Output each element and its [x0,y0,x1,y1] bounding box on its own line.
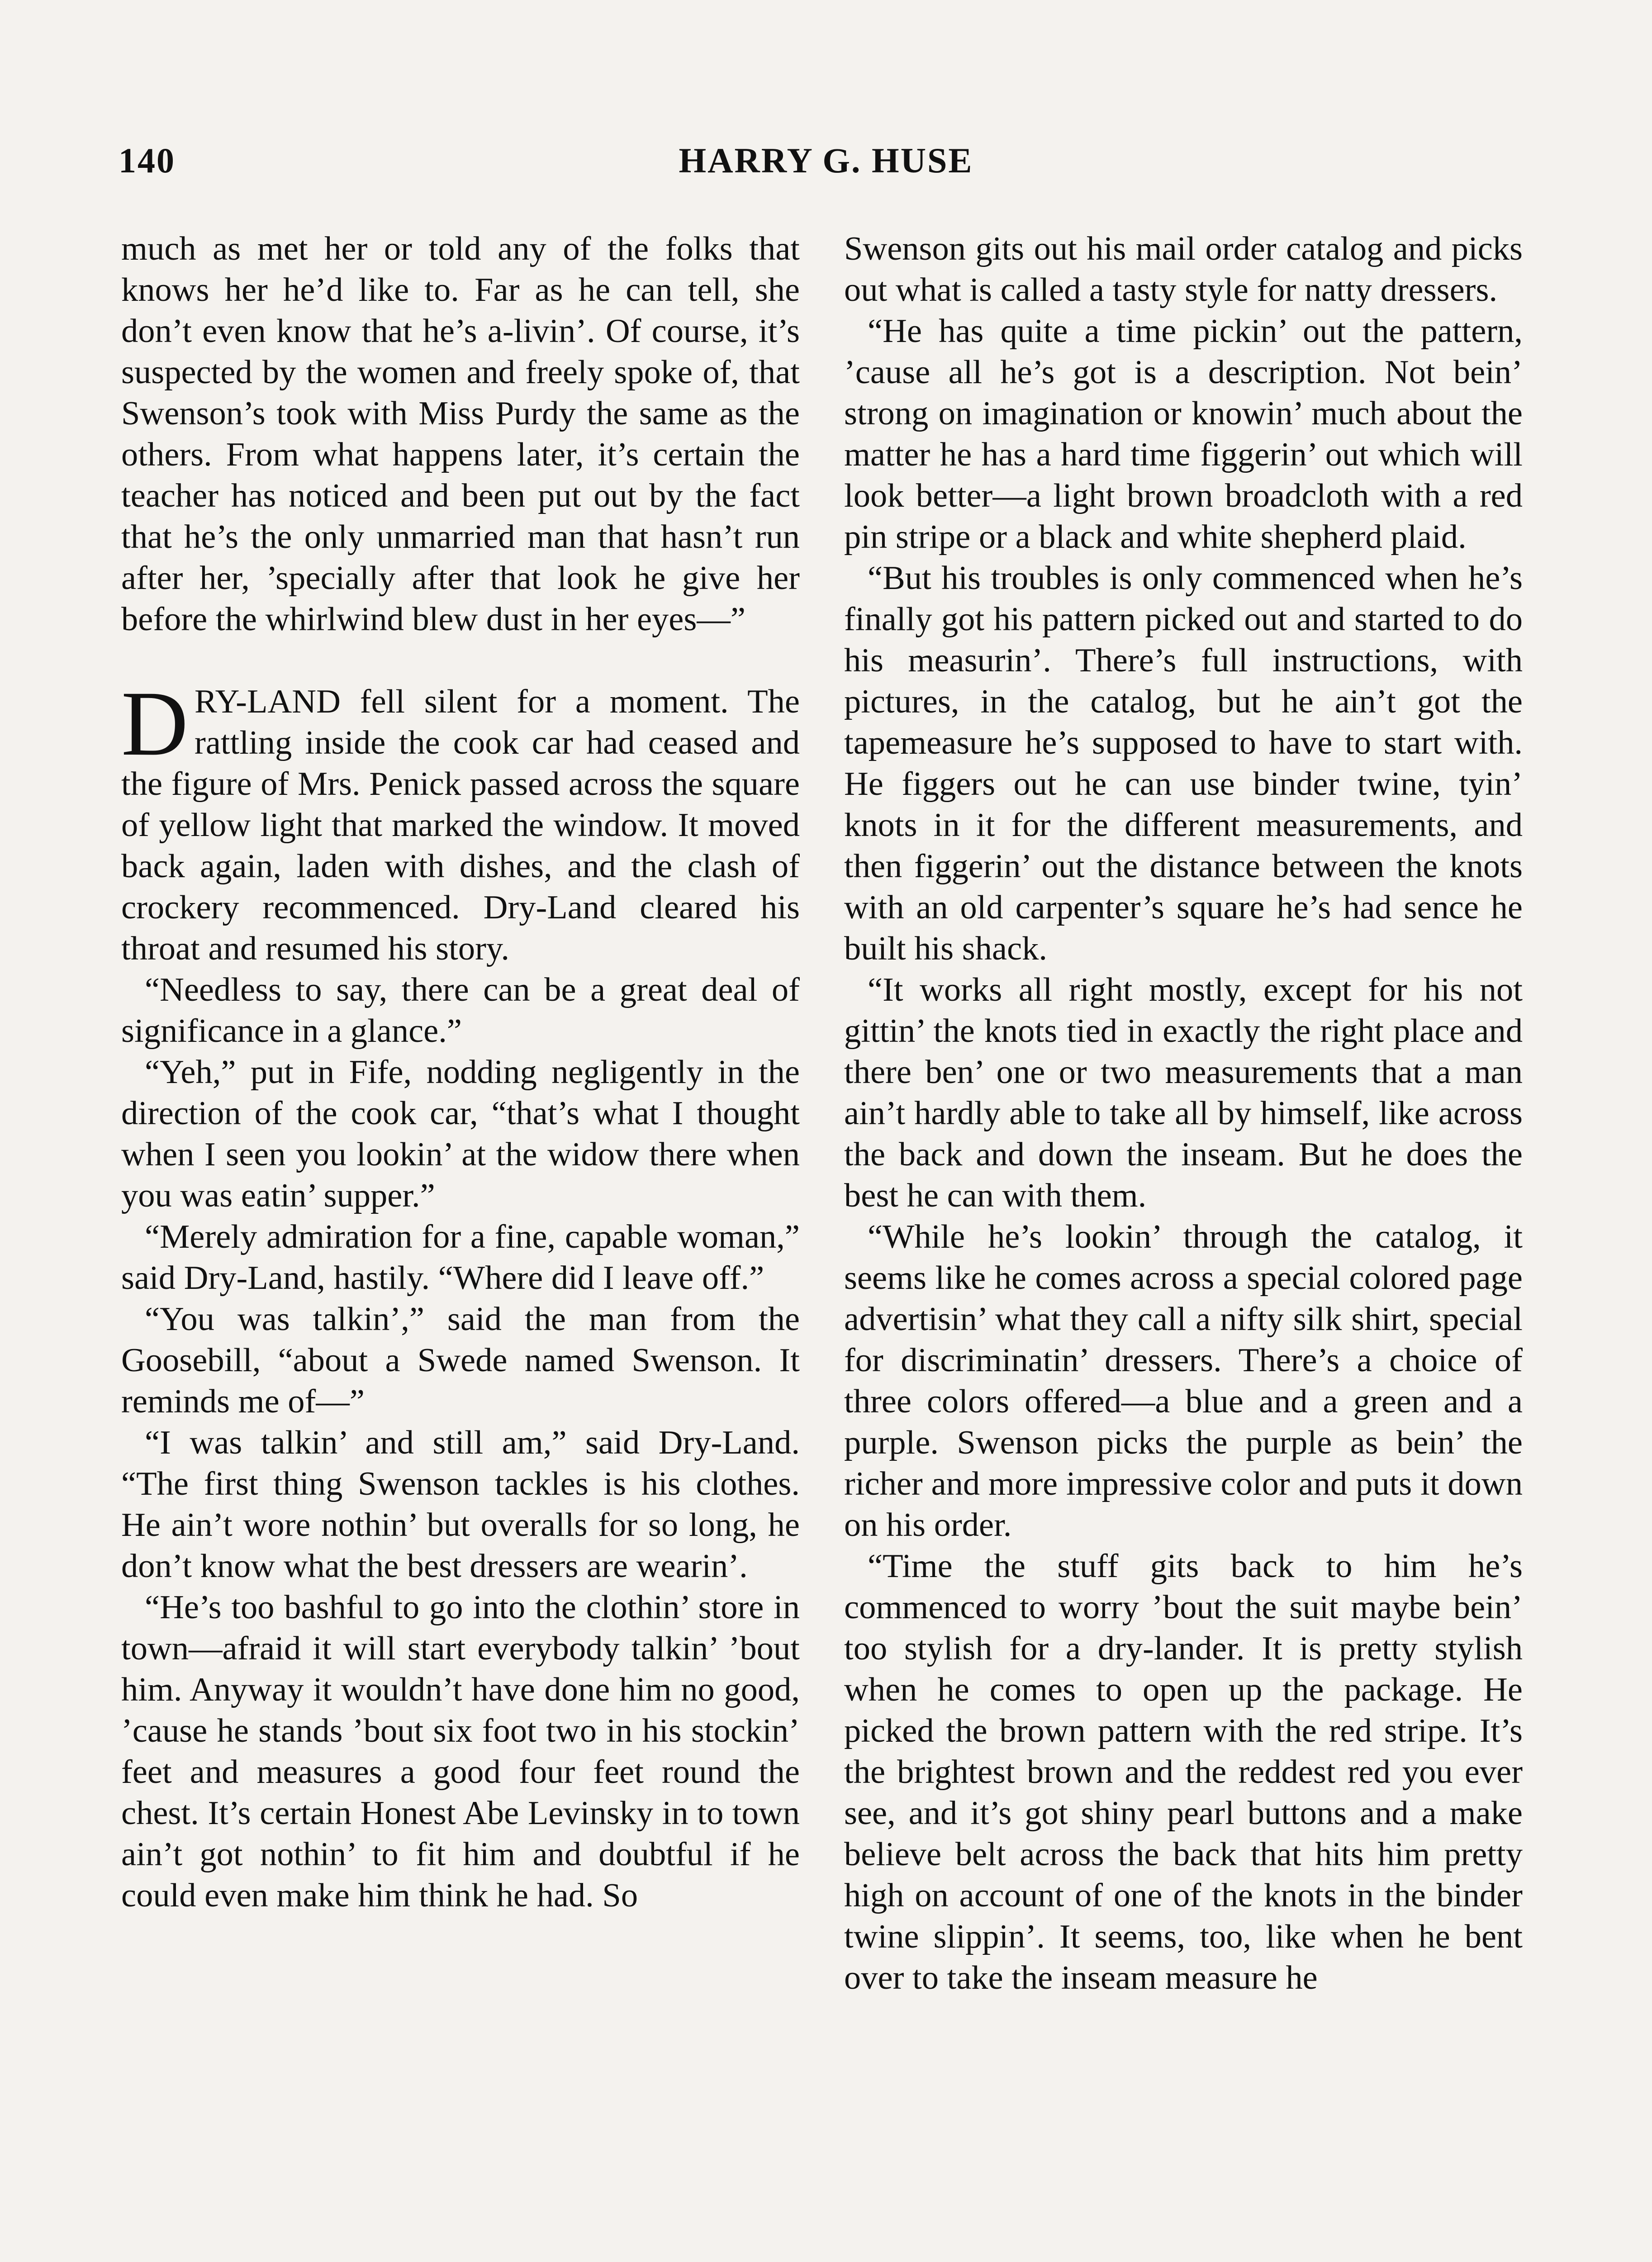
page-header [119,140,1533,190]
paragraph-text: RY-LAND fell silent for a moment. The rattling inside the cook car had ceased and the figure of Mrs. Penick passed across the square of yellow light that marked the window. It moved back again, laden with dishes, and the clash of crockery recommenced. Dry-Land cleared his throat and resumed his story. [121,683,800,967]
paragraph: “He has quite a time pickin’ out the pattern, ’cause all he’s got is a description. Not bein’ strong on imagination or knowin’ much about the matter he has a hard time figgerin’ out which will look better—a light brown broadcloth with a red pin stripe or a black and white shepherd plaid. [844,313,1523,556]
paragraph: much as met her or told any of the folks that knows her he’d like to. Far as he can tell, she don’t even know that he’s a-livin’. Of course, it’s suspected by the women and freely spoke of, that Swenson’s took with Miss Purdy the same as the others. From what happens later, it’s certain the teacher has noticed and been put out by the fact that he’s the only unmarried man that hasn’t run after her, ’specially after that look he give her before the whirlwind blew dust in her eyes—” [121,230,800,638]
section-break [121,640,800,681]
drop-cap: D [121,672,189,775]
paragraph: “It works all right mostly, except for his not gittin’ the knots tied in exactly the right place and there ben’ one or two measurements that a man ain’t hardly able to take all by himself, like across the back and down the inseam. But he does the best he can with them. [844,971,1523,1214]
paragraph-with-dropcap [121,672,800,969]
paragraph: “Time the stuff gits back to him he’s commenced to worry ’bout the suit maybe bein’ too stylish for a dry-lander. It is pretty stylish when he comes to open up the package. He picked the brown pattern with the red stripe. It’s the brightest brown and the reddest red you ever see, and it’s got shiny pearl buttons and a make believe belt across the back that hits him pretty high on account of one of the knots in the binder twine slippin’. It seems, too, like when he bent over to take the inseam measure he [844,1548,1523,1996]
paragraph: “But his troubles is only commenced when he’s finally got his pattern picked out and started to do his measurin’. There’s full instructions, with pictures, in the catalog, but he ain’t got the tapemeasure he’s supposed to have to start with. He figgers out he can use binder twine, tyin’ knots in it for the different measurements, and then figgerin’ out the distance between the knots with an old carpenter’s square he’s had sence he built his shack. [844,560,1523,967]
paragraph: “You was talkin’,” said the man from the Goosebill, “about a Swede named Swenson. It reminds me of—” [121,1301,800,1420]
paragraph: “Yeh,” put in Fife, nodding negligently in the direction of the cook car, “that’s what I thought when I seen you lookin’ at the widow there when you was eatin’ supper.” [121,1054,800,1214]
paragraph: “Needless to say, there can be a great deal of significance in a glance.” [121,971,800,1050]
paragraph: “He’s too bashful to go into the clothin’ store in town—afraid it will start everybody talkin’ ’bout him. Anyway it wouldn’t have done him no good, ’cause he stands ’bout six foot two in his stockin’ feet and measures a good four feet round the chest. It’s certain Honest Abe Levinsky in to town ain’t got nothin’ to fit him and doubtful if he could even make him think he had. So [121,1589,800,1914]
right-column [844,228,1523,1999]
running-head: HARRY G. HUSE [679,141,973,180]
paragraph: “While he’s lookin’ through the catalog, it seems like he comes across a special colored page advertisin’ what they call a nifty silk shirt, special for discriminatin’ dressers. There’s a choice of three colors offered—a blue and a green and a purple. Swenson picks the purple as bein’ the richer and more impressive color and puts it down on his order. [844,1218,1523,1544]
paragraph: “I was talkin’ and still am,” said Dry-Land. “The first thing Swenson tackles is his clothes. He ain’t wore nothin’ but overalls for so long, he don’t know what the best dressers are wearin’. [121,1424,800,1585]
paragraph: Swenson gits out his mail order catalog and picks out what is called a tasty style for natty dressers. [844,230,1523,309]
page-number: 140 [119,141,176,180]
paragraph: “Merely admiration for a fine, capable woman,” said Dry-Land, hastily. “Where did I leave off.” [121,1218,800,1297]
left-column [121,228,800,1916]
